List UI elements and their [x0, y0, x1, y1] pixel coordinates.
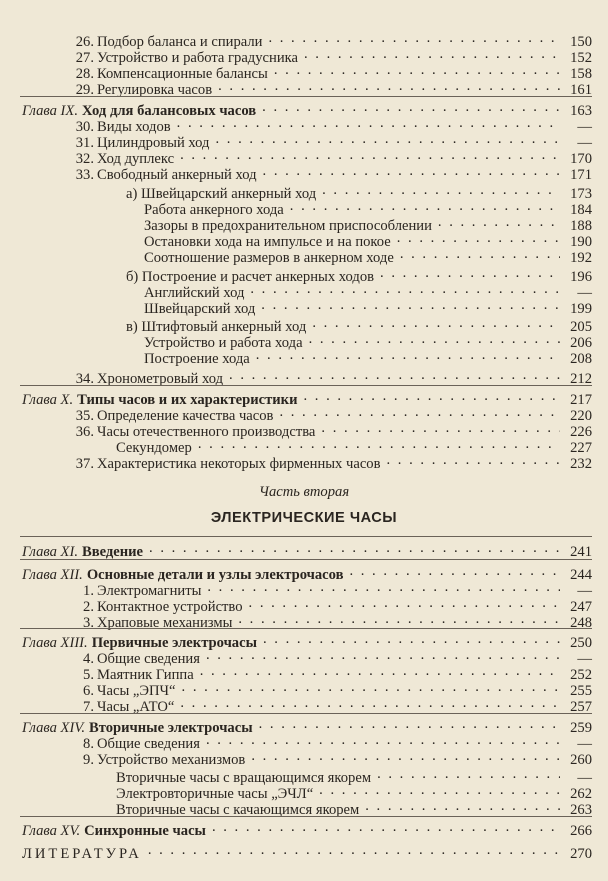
chapter-heading: [22, 540, 592, 560]
toc-subentry: [144, 347, 592, 367]
page-number: 170: [570, 151, 592, 167]
section-divider: [20, 96, 592, 97]
page-number: 263: [570, 802, 592, 818]
entry-title: в) Штифтовый анкерный ход: [126, 319, 307, 335]
page-number: —: [577, 770, 592, 786]
dot-leader: [180, 147, 560, 163]
dot-leader: [312, 315, 560, 331]
toc-entry: [70, 647, 592, 667]
section-divider: [20, 628, 592, 629]
chapter-title: Синхронные часы: [84, 823, 206, 839]
page-number: 150: [570, 34, 592, 50]
page-number: 205: [570, 319, 592, 335]
page-number: 196: [570, 269, 592, 285]
dot-leader: [177, 115, 560, 131]
entry-number: 31.: [75, 135, 94, 151]
entry-title: Электровторичные часы „ЭЧЛ“: [116, 786, 314, 802]
toc-entry: [70, 695, 592, 715]
part-title: ЭЛЕКТРИЧЕСКИЕ ЧАСЫ: [210, 510, 398, 526]
dot-leader: [349, 563, 560, 579]
entry-title: Вторичные часы с качающимся якорем: [116, 802, 360, 818]
toc-entry: [70, 163, 592, 183]
chapter-heading: [22, 631, 592, 651]
toc-entry: [70, 404, 592, 424]
dot-leader: [251, 748, 560, 764]
toc-entry: [70, 115, 592, 135]
page-number: 262: [570, 786, 592, 802]
toc-subentry: [126, 182, 592, 202]
page-number: 171: [570, 167, 592, 183]
dot-leader: [279, 404, 560, 420]
page-number: 158: [570, 66, 592, 82]
entry-title: Общие сведения: [97, 736, 200, 752]
literature-entry: [22, 842, 592, 862]
entry-title: Соотношение размеров в анкерном ходе: [144, 250, 394, 266]
entry-title: Ход дуплекс: [97, 151, 175, 167]
chapter-title: Ход для балансовых часов: [81, 103, 257, 119]
toc-entry: [70, 611, 592, 631]
toc-subentry: [116, 436, 592, 456]
dot-leader: [256, 347, 560, 363]
dot-leader: [148, 842, 560, 858]
dot-leader: [259, 716, 560, 732]
toc-subentry: [116, 798, 592, 818]
entry-number: 6.: [83, 683, 94, 699]
section-divider: [20, 536, 592, 537]
toc-entry: [70, 663, 592, 683]
entry-title: Хронометровый ход: [97, 371, 224, 387]
entry-number: 37.: [75, 456, 94, 472]
page-number: 247: [570, 599, 592, 615]
entry-title: Устройство и работа градусника: [97, 50, 298, 66]
entry-number: 3.: [83, 615, 94, 631]
page-number: 220: [570, 408, 592, 424]
entry-number: 36.: [75, 424, 94, 440]
page-number: 248: [570, 615, 592, 631]
toc-subentry: [144, 331, 592, 351]
page-number: 188: [570, 218, 592, 234]
entry-title: а) Швейцарский анкерный ход: [126, 186, 317, 202]
dot-leader: [218, 78, 560, 94]
entry-title: Контактное устройство: [97, 599, 243, 615]
entry-number: 28.: [75, 66, 94, 82]
page-number: 206: [570, 335, 592, 351]
chapter-heading: [22, 819, 592, 839]
entry-title: Английский ход: [144, 285, 245, 301]
dot-leader: [387, 452, 561, 468]
entry-title: Швейцарский ход: [144, 301, 256, 317]
dot-leader: [304, 46, 560, 62]
page-number: —: [577, 119, 592, 135]
dot-leader: [200, 663, 560, 679]
chapter-title: Вторичные электрочасы: [89, 720, 253, 736]
entry-title: Часы отечественного производства: [97, 424, 316, 440]
chapter-heading: [22, 716, 592, 736]
entry-title: Зазоры в предохранительном приспособлении: [144, 218, 432, 234]
entry-title: Секундомер: [116, 440, 192, 456]
page-number: 184: [570, 202, 592, 218]
page-number: 208: [570, 351, 592, 367]
dot-leader: [263, 631, 560, 647]
entry-title: Подбор баланса и спирали: [97, 34, 263, 50]
page-number: 163: [570, 103, 592, 119]
dot-leader: [206, 732, 560, 748]
page-number: —: [577, 651, 592, 667]
toc-entry: [70, 679, 592, 699]
page-number: 227: [570, 440, 592, 456]
chapter-heading: [22, 99, 592, 119]
chapter-number: Глава XIV.: [22, 720, 85, 736]
dot-leader: [238, 611, 560, 627]
dot-leader: [303, 388, 560, 404]
entry-number: 30.: [75, 119, 94, 135]
page-number: 212: [570, 371, 592, 387]
dot-leader: [262, 99, 560, 115]
toc-subentry: [144, 230, 592, 250]
chapter-title: Введение: [81, 544, 144, 560]
section-divider: [20, 559, 592, 560]
dot-leader: [397, 230, 560, 246]
entry-title: Остановки хода на импульсе и на покое: [144, 234, 391, 250]
literature-title: ЛИТЕРАТУРА: [22, 846, 142, 862]
entry-title: Часы „АТО“: [97, 699, 175, 715]
chapter-heading: [22, 563, 592, 583]
entry-number: 27.: [75, 50, 94, 66]
page-number: 252: [570, 667, 592, 683]
entry-number: 35.: [75, 408, 94, 424]
dot-leader: [261, 297, 560, 313]
toc-entry: [70, 420, 592, 440]
page-number: 255: [570, 683, 592, 699]
page-number: 250: [570, 635, 592, 651]
entry-title: б) Построение и расчет анкерных ходов: [126, 269, 375, 285]
toc-entry: [70, 595, 592, 615]
page-number: 260: [570, 752, 592, 768]
section-divider: [20, 816, 592, 817]
toc-entry: [70, 732, 592, 752]
chapter-heading: [22, 388, 592, 408]
toc-subentry: [144, 214, 592, 234]
entry-title: Электромагниты: [97, 583, 202, 599]
entry-number: 7.: [83, 699, 94, 715]
entry-title: Цилиндровый ход: [97, 135, 210, 151]
page-number: 217: [570, 392, 592, 408]
chapter-number: Глава IX.: [22, 103, 78, 119]
dot-leader: [321, 420, 560, 436]
dot-leader: [207, 579, 560, 595]
entry-title: Определение качества часов: [97, 408, 274, 424]
entry-title: Устройство механизмов: [97, 752, 246, 768]
toc-subentry: [126, 315, 592, 335]
entry-number: 5.: [83, 667, 94, 683]
entry-number: 32.: [75, 151, 94, 167]
dot-leader: [290, 198, 560, 214]
toc-subentry: [116, 766, 592, 786]
chapter-title: Типы часов и их характеристики: [77, 392, 298, 408]
entry-number: 1.: [83, 583, 94, 599]
entry-number: 29.: [75, 82, 94, 98]
chapter-number: Глава XI.: [22, 544, 78, 560]
chapter-title: Первичные электрочасы: [91, 635, 257, 651]
dot-leader: [274, 62, 560, 78]
toc-entry: [70, 78, 592, 98]
entry-title: Храповые механизмы: [97, 615, 233, 631]
page-number: 199: [570, 301, 592, 317]
entry-number: 33.: [75, 167, 94, 183]
toc-entry: [70, 748, 592, 768]
dot-leader: [263, 163, 560, 179]
part-label: Часть вторая: [258, 484, 350, 500]
chapter-number: Глава XV.: [22, 823, 81, 839]
page-number: 161: [570, 82, 592, 98]
page-number: 259: [570, 720, 592, 736]
dot-leader: [400, 246, 560, 262]
entry-number: 4.: [83, 651, 94, 667]
entry-title: Свободный анкерный ход: [97, 167, 257, 183]
page-number: 244: [570, 567, 592, 583]
page-number: 232: [570, 456, 592, 472]
toc-entry: [70, 46, 592, 66]
page-number: —: [577, 583, 592, 599]
entry-title: Общие сведения: [97, 651, 200, 667]
page-number: 266: [570, 823, 592, 839]
section-divider: [20, 385, 592, 386]
chapter-number: Глава X.: [22, 392, 74, 408]
entry-number: 2.: [83, 599, 94, 615]
dot-leader: [249, 595, 560, 611]
page-number: 173: [570, 186, 592, 202]
page-number: —: [577, 736, 592, 752]
toc-subentry: [126, 265, 592, 285]
dot-leader: [438, 214, 560, 230]
page-number: 190: [570, 234, 592, 250]
entry-title: Регулировка часов: [97, 82, 213, 98]
page-number: 257: [570, 699, 592, 715]
dot-leader: [319, 782, 560, 798]
chapter-number: Глава XII.: [22, 567, 83, 583]
entry-title: Устройство и работа хода: [144, 335, 303, 351]
toc-entry: [70, 62, 592, 82]
entry-title: Часы „ЭПЧ“: [97, 683, 176, 699]
page-number: —: [577, 285, 592, 301]
dot-leader: [180, 695, 560, 711]
toc-subentry: [116, 782, 592, 802]
entry-title: Работа анкерного хода: [144, 202, 284, 218]
page-number: 152: [570, 50, 592, 66]
page-number: 270: [570, 846, 592, 862]
entry-title: Характеристика некоторых фирменных часов: [97, 456, 381, 472]
toc-entry: [70, 367, 592, 387]
toc-subentry: [144, 281, 592, 301]
dot-leader: [198, 436, 560, 452]
entry-title: Маятник Гиппа: [97, 667, 194, 683]
dot-leader: [377, 766, 560, 782]
entry-number: 26.: [75, 34, 94, 50]
dot-leader: [322, 182, 560, 198]
entry-title: Вторичные часы с вращающимся якорем: [116, 770, 372, 786]
entry-number: 8.: [83, 736, 94, 752]
chapter-title: Основные детали и узлы электрочасов: [86, 567, 344, 583]
toc-entry: [70, 131, 592, 151]
chapter-number: Глава XIII.: [22, 635, 88, 651]
dot-leader: [229, 367, 560, 383]
dot-leader: [215, 131, 560, 147]
toc-subentry: [144, 297, 592, 317]
toc-subentry: [144, 198, 592, 218]
dot-leader: [149, 540, 560, 556]
dot-leader: [212, 819, 560, 835]
dot-leader: [380, 265, 560, 281]
entry-title: Построение хода: [144, 351, 250, 367]
entry-number: 9.: [83, 752, 94, 768]
page-number: 226: [570, 424, 592, 440]
toc-entry: [70, 30, 592, 50]
dot-leader: [309, 331, 560, 347]
toc-entry: [70, 452, 592, 472]
page-number: 241: [570, 544, 592, 560]
entry-title: Компенсационные балансы: [97, 66, 268, 82]
dot-leader: [182, 679, 560, 695]
toc-entry: [70, 147, 592, 167]
dot-leader: [250, 281, 560, 297]
toc-subentry: [144, 246, 592, 266]
entry-number: 34.: [75, 371, 94, 387]
dot-leader: [365, 798, 560, 814]
page-number: 192: [570, 250, 592, 266]
entry-title: Виды ходов: [97, 119, 171, 135]
dot-leader: [206, 647, 560, 663]
toc-entry: [70, 579, 592, 599]
section-divider: [20, 713, 592, 714]
page-number: —: [577, 135, 592, 151]
dot-leader: [268, 30, 560, 46]
